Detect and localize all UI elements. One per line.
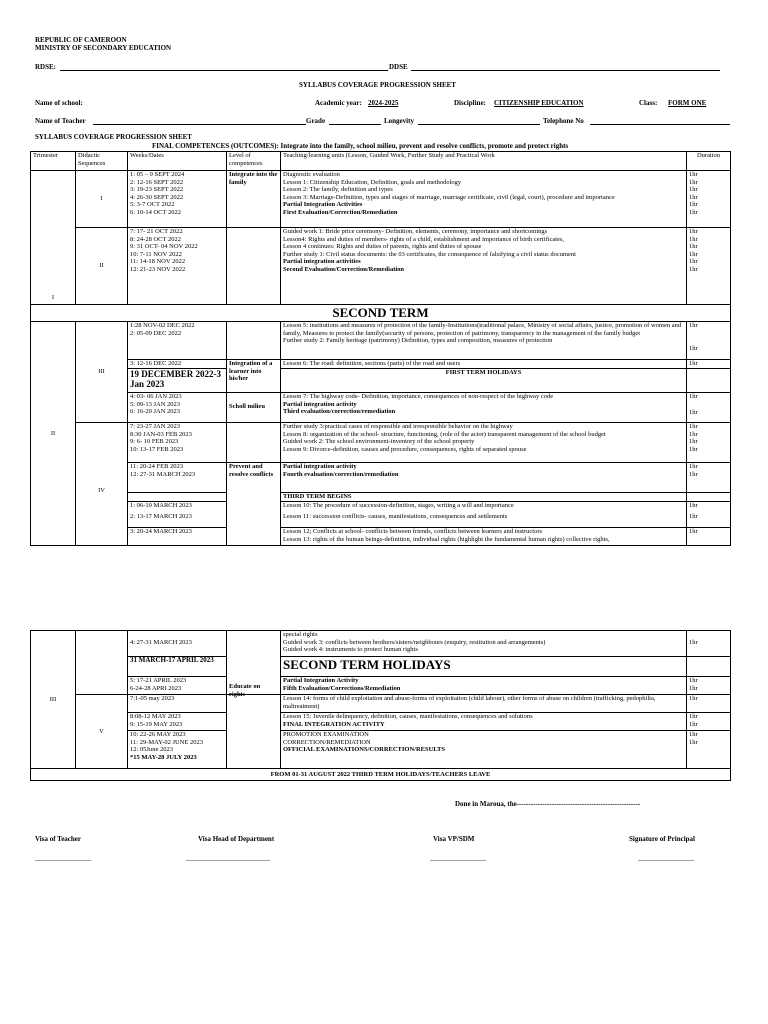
sequence-4-label: IV [98,487,105,495]
seq2-date: 11: 14-18 NOV 2022 [130,258,186,266]
unit-item: Guided work 2: The school environment-inventory of the school property [283,438,475,446]
seq2-date: 7: 17- 21 OCT 2022 [130,228,183,235]
header-units: Teaching/learning units (Lesson, Guided Work, Further Study and Practical Work [281,152,687,171]
signature-line-teacher: ________________ [35,854,91,862]
seq3b-dates [128,393,227,423]
t3-date: 8:08-12 MAY 2023 [130,713,181,720]
duration: 1hr [689,738,698,746]
unit-item: Lesson 13: rights of the human beings-definition, individual rights (highlight the fundamental human rights) collective rights, [283,535,610,543]
seq1-units [281,171,687,228]
duration: 1hr [689,235,698,243]
duration: 1hr [689,250,698,258]
academic-year-label: Academic year: [315,99,362,107]
unit-item: Lesson 10: The procedure of succession-definition, stages, writing a will and importance [283,502,514,509]
seq2-date: 12: 21-23 NOV 2022 [130,265,186,273]
seq4a-level [227,423,281,463]
seq4c-dates [128,502,227,528]
seq2-date: 8: 24-28 OCT 2022 [130,235,181,243]
ddse-line [411,70,720,71]
dur-b-rest [687,731,731,769]
seq1-date: 4: 26-30 SEPT 2022 [130,193,184,201]
seq3a-durations [687,322,731,360]
header-duration: Duration [687,152,731,171]
units-b-12 [281,713,687,731]
seq2-durations [687,228,731,305]
seq3-date: 4: 03- 06 JAN 2023 [130,393,182,400]
unit-item: Fifth Evaluation/Corrections/Remediation [283,684,401,692]
progression-table-1 [30,151,731,546]
dates-b-rest [128,731,227,769]
row1-date: 4: 27-31 MARCH 2023 [128,631,227,657]
unit-item: Diagnostic evaluation [283,171,340,178]
seq4b-units [281,463,687,493]
seq4c-units-b [281,528,687,546]
unit-item: Lesson 5: institutions and measures of protection of the family-Institutions(traditional palace, Ministry of social affairs, justice, promotion of women and family, Measures to protect the family(security of persons, protection of patrimony, transparency in the management of the family budget [283,322,682,337]
seq4a-durations [687,423,731,463]
unit-item: Further study 1: Civil status documents: the 03 certificates, the consequence of falsifying a civil status document [283,250,576,258]
discipline-value: CITIZENSHIP EDUCATION [494,99,584,107]
seq4-date: 10: 13-17 FEB 2023 [130,445,184,453]
seq2-level [227,228,281,305]
visa-vp: Visa VP/SDM [433,835,475,843]
visa-teacher: Visa of Teacher [35,835,82,843]
duration: 1hr [689,713,698,720]
seq4c-durations-a [687,502,731,528]
third-term-duration [687,493,731,502]
unit-item: Lesson 11: succession conflicts- causes, manifestations, consequences and settlements [283,512,508,520]
unit-item: Partial Integration Activity [283,677,359,684]
unit-item: PROMOTION EXAMINATION [283,731,369,738]
header-trimester: Trimester [31,152,76,171]
seq1-date: 5: 3-7 OCT 2022 [130,201,175,209]
seq4c-date-3: 3: 20-24 MARCH 2023 [128,528,227,546]
date-a-3: 7:1-05 may 2023 [128,695,227,713]
grade-line [329,124,381,125]
units-b-rest [281,731,687,769]
final-competences: FINAL COMPETENCES (OUTCOMES): Integrate into the family, school milieu, prevent and resolve conflicts, promote and protect rights [152,142,569,150]
dec12-duration: 1hr [687,360,731,369]
unit-item: Guided work 1: Bride price ceremony- Definition, elements, ceremony, importance and shortcomings [283,228,548,235]
dur-a-3: 1hr [687,695,731,713]
republic-text: REPUBLIC OF CAMEROON [35,36,127,44]
seq4-date: 9: 6- 10 FEB 2023 [130,438,179,446]
seq4c-units-a [281,502,687,528]
duration: 1hr [689,445,698,453]
visa-hod: Visa Head of Department [198,835,275,843]
unit-item: special rights [283,631,318,638]
level-educate [227,683,281,769]
second-term-title: SECOND TERM [31,305,731,322]
unit-item: First Evaluation/Correction/Remediation [283,208,398,216]
seq4-date: 12: 27-31 MARCH 2023 [130,470,196,478]
unit-item: Guided work 3: conflicts between brothers/sisters/neighbours (enquiry, restitution and arrangements) [283,638,546,646]
duration: 1hr [689,258,698,266]
seq2-date: 9: 31 OCT- 04 NOV 2022 [130,243,198,251]
seq5-upper-cell [76,631,128,695]
header-weeks: Weeks/Dates [128,152,227,171]
discipline-label: Discipline: [454,99,486,107]
t3-date: 12: 05June 2023 [130,746,173,754]
duration: 1hr [689,265,698,273]
longevity-label: Longevity [384,117,414,125]
trimester-3-cell [31,631,76,769]
t3-date: 11: 29-MAY-02 JUNE 2023 [130,738,204,746]
seq1-date: 6: 10-14 OCT 2022 [130,208,181,216]
grade-label: Grade [306,117,326,125]
duration: 1hr [689,322,698,329]
class-label: Class: [639,99,658,107]
duration: 1hr [689,193,698,201]
seq4c-duration-3: 1hr [687,528,731,546]
duration: 1hr [689,684,698,692]
unit-item: Lesson 9: Divorce-definition, causes and procedure, consequences, rights of separated spouse [283,445,527,453]
teacher-label: Name of Teacher [35,117,86,125]
rdse-line [60,70,388,71]
duration: 1hr [689,677,698,684]
done-in: Done in Maroua, the----------------------------------------------------- [455,800,641,808]
sequence-5-label: V [99,727,104,735]
sequence-3-label: III [98,368,105,376]
t3-date: *15 MAY-28 JULY 2023 [130,753,197,761]
telephone-label: Telephone No [543,117,584,125]
dur-a-12 [687,677,731,695]
seq1-level: Integrate into the family [227,171,281,228]
first-term-holidays: FIRST TERM HOLIDAYS [281,369,687,393]
trimester-1-label: I [51,294,55,302]
unit-item: Third evaluation/correction/remediation [283,408,396,416]
unit-item: Further study 3:practical cases of responsible and irresponsible behavior on the highway [283,423,513,430]
seq1-date: 2: 12-16 SEPT 2022 [130,178,184,186]
sheet-title: SYLLABUS COVERAGE PROGRESSION SHEET [299,81,456,89]
seq3b-units [281,393,687,423]
duration: 1hr [689,393,698,400]
unit-item: Lesson4: Rights and duties of members- rights of a child, establishment and importance of birth certificates, [283,235,565,243]
holiday-duration [687,369,731,393]
duration: 1hr [689,720,698,728]
seq4-date: 7: 23-27 JAN 2023 [130,423,181,430]
unit-item: Lesson 12; Conflicts at school- conflicts between friends, conflicts between learners and instructors [283,528,543,535]
unit-item: OFFICIAL EXAMINATIONS/CORRECTION/RESULTS [283,746,445,754]
duration: 1hr [689,512,698,520]
duration: 1hr [689,463,698,470]
unit-a-3 [281,695,687,713]
duration: 1hr [689,502,698,509]
seq2-units [281,228,687,305]
seq4a-units [281,423,687,463]
sequence-1-label: I [100,195,103,203]
t3-date: 9: 15-19 MAY 2023 [130,720,183,728]
class-value: FORM ONE [668,99,707,107]
sheet-title-2: SYLLABUS COVERAGE PROGRESSION SHEET [35,133,192,141]
longevity-line [418,124,540,125]
seq3a-dates [128,322,227,360]
seq3b-durations [687,393,731,423]
trimester-1-cell [31,171,76,305]
holiday-duration-2 [687,657,731,677]
seq3b-level: Scholl milieu [227,393,281,423]
header-level: Level of competences [227,152,281,171]
duration: 1hr [689,171,698,178]
seq4b-dates [128,463,227,493]
seq1-durations [687,171,731,228]
signature-line-hod: ________________________ [186,854,270,862]
seq3-date: 2: 05-09 DEC 2022 [130,329,182,337]
signature-line-vp: ________________ [430,854,486,862]
unit-item: Fourth evaluation/correction/remediation [283,470,399,478]
seq1-date: 1: 05 – 9 SEPT 2024 [130,171,185,178]
t3-date: 5: 17-21 APRIL 2023 [130,677,187,684]
progression-table-2 [30,630,731,781]
third-term-date [128,493,227,502]
sequence-4-cell [76,423,128,546]
level-educate-text: Educate on rights [229,683,261,698]
seq3a-level [227,322,281,360]
duration: 1hr [689,423,698,430]
teachers-leave: FROM 01-31 AUGUST 2022 THIRD TERM HOLIDAYS/TEACHERS LEAVE [31,769,731,781]
duration: 1hr [689,201,698,209]
duration: 1hr [689,430,698,438]
seq3-date: 1:28 NOV-02 DEC 2022 [130,322,195,329]
dates-a-12 [128,677,227,695]
sequence-2-cell [76,228,128,305]
unit-item: Partial integration activity [283,400,357,408]
seq3a-units [281,322,687,360]
second-term-holidays: SECOND TERM HOLIDAYS [281,657,687,677]
unit-item: Lesson 3: Marriage-Definition, types and stages of marriage, marriage certificate, civil (legal, court), procedure and importance [283,193,615,201]
dur-b-12 [687,713,731,731]
seq2-date: 10: 7-11 NOV 2022 [130,250,182,258]
sequence-3-cell [76,322,128,423]
seq4-date: 11: 20-24 FEB 2023 [130,463,184,470]
unit-item: FINAL INTEGRATION ACTIVITY [283,720,385,728]
unit-item: CORRECTION/REMEDIATION [283,738,371,746]
academic-year-value: 2024-2025 [368,99,399,107]
seq4a-dates [128,423,227,463]
seq4-date: 8:30 JAN-03 FEB 2023 [130,430,192,438]
dec12-level: Integration of a learner into his/her [227,360,281,393]
unit-item: Partial Integration Activities [283,201,363,209]
unit-item: Lesson 2: The family, definition and types [283,186,393,194]
duration: 1hr [689,243,698,251]
signature-line-principal: ________________ [638,854,694,862]
seq4-date: 1: 06-10 MARCH 2023 [130,502,192,509]
seq1-date: 3: 19-23 SEPT 2022 [130,186,184,194]
sequence-1-cell [76,171,128,228]
duration: 1hr [689,470,698,478]
t3-date: 6-24-28 APRI 2023 [130,684,182,692]
unit-item: Lesson 8: organization of the school- structure, functioning, (role of the actor) transparent management of the school budget [283,430,606,438]
sequence-2-label: II [99,262,104,270]
signature-principal: Signature of Principal [629,835,695,843]
duration: 1hr [689,208,698,216]
ministry-text: MINISTRY OF SECONDARY EDUCATION [35,44,172,52]
duration: 1hr [689,178,698,186]
seq2-dates [128,228,227,305]
duration: 1hr [689,228,698,235]
seq1-dates [128,171,227,228]
seq4b-level: Prevent and resolve conflicts [227,463,281,546]
duration: 1hr [689,408,698,416]
unit-item: Partial integration activity [283,463,357,470]
duration: 1hr [689,731,698,738]
dates-b-12 [128,713,227,731]
unit-item: Lesson 14: forms of child exploitation and abuse-forms of exploitation (child labour), other forms of abuse on children (trafficking, pedophilia, maltreatment) [283,695,656,710]
rdse-label: RDSE: [35,63,57,71]
unit-item: Lesson 15: Juvenile delinquency, definition, causes, manifestations, consequences and solutions [283,713,533,720]
dec12-date: 3: 12-16 DEC 2022 [128,360,227,369]
unit-item: Partial integration activities [283,258,361,266]
trimester-2-label: II [50,429,56,437]
duration: 1hr [689,186,698,194]
telephone-line [590,124,730,125]
sequence-5-cell [76,695,128,769]
unit-item: Further study 2: Family heritage (patrimony) Definition, types and composition, measures of protection [283,337,553,345]
row1-units [281,631,687,657]
dec12-unit: Lesson 6: The road: definition, sections (parts) of the road and users [281,360,687,369]
units-a-12 [281,677,687,695]
unit-item: Lesson 7: The highway code- Definition, importance, consequences of non-respect of the highway code [283,393,554,400]
seq4b-durations [687,463,731,493]
first-holiday-dates: 19 DECEMBER 2022-3 Jan 2023 [128,369,227,393]
duration: 1hr [689,344,698,352]
seq4-date: 2: 13-17 MARCH 2023 [130,512,192,520]
unit-item: Lesson 4 continues: Rights and duties of parents, rights and duties of spouse [283,243,482,251]
duration: 1hr [689,438,698,446]
third-term-begins: THIRD TERM BEGINS [281,493,687,502]
trimester-2-cell [31,322,76,546]
school-label: Name of school: [35,99,83,107]
trimester-3-label: III [49,695,57,703]
unit-item: Second Evaluation/Correction/Remediation [283,265,405,273]
seq3-date: 6: 16-20 JAN 2023 [130,408,181,416]
seq3-date: 5: 09-13 JAN 2023 [130,400,181,408]
t3-date: 10: 22-26 MAY 2023 [130,731,186,738]
unit-item: Lesson 1: Citizenship Education, Definition, goals and methodology [283,178,462,186]
teacher-line [93,124,306,125]
row1-duration: 1hr [687,631,731,657]
header-didactic: Didactic Sequences [76,152,128,171]
unit-item: Guided work 4: instruments to protect human rights [283,646,418,654]
second-holiday-dates: 31 MARCH-17 APRIL 2023 [128,657,227,677]
ddse-label: DDSE [389,63,408,71]
